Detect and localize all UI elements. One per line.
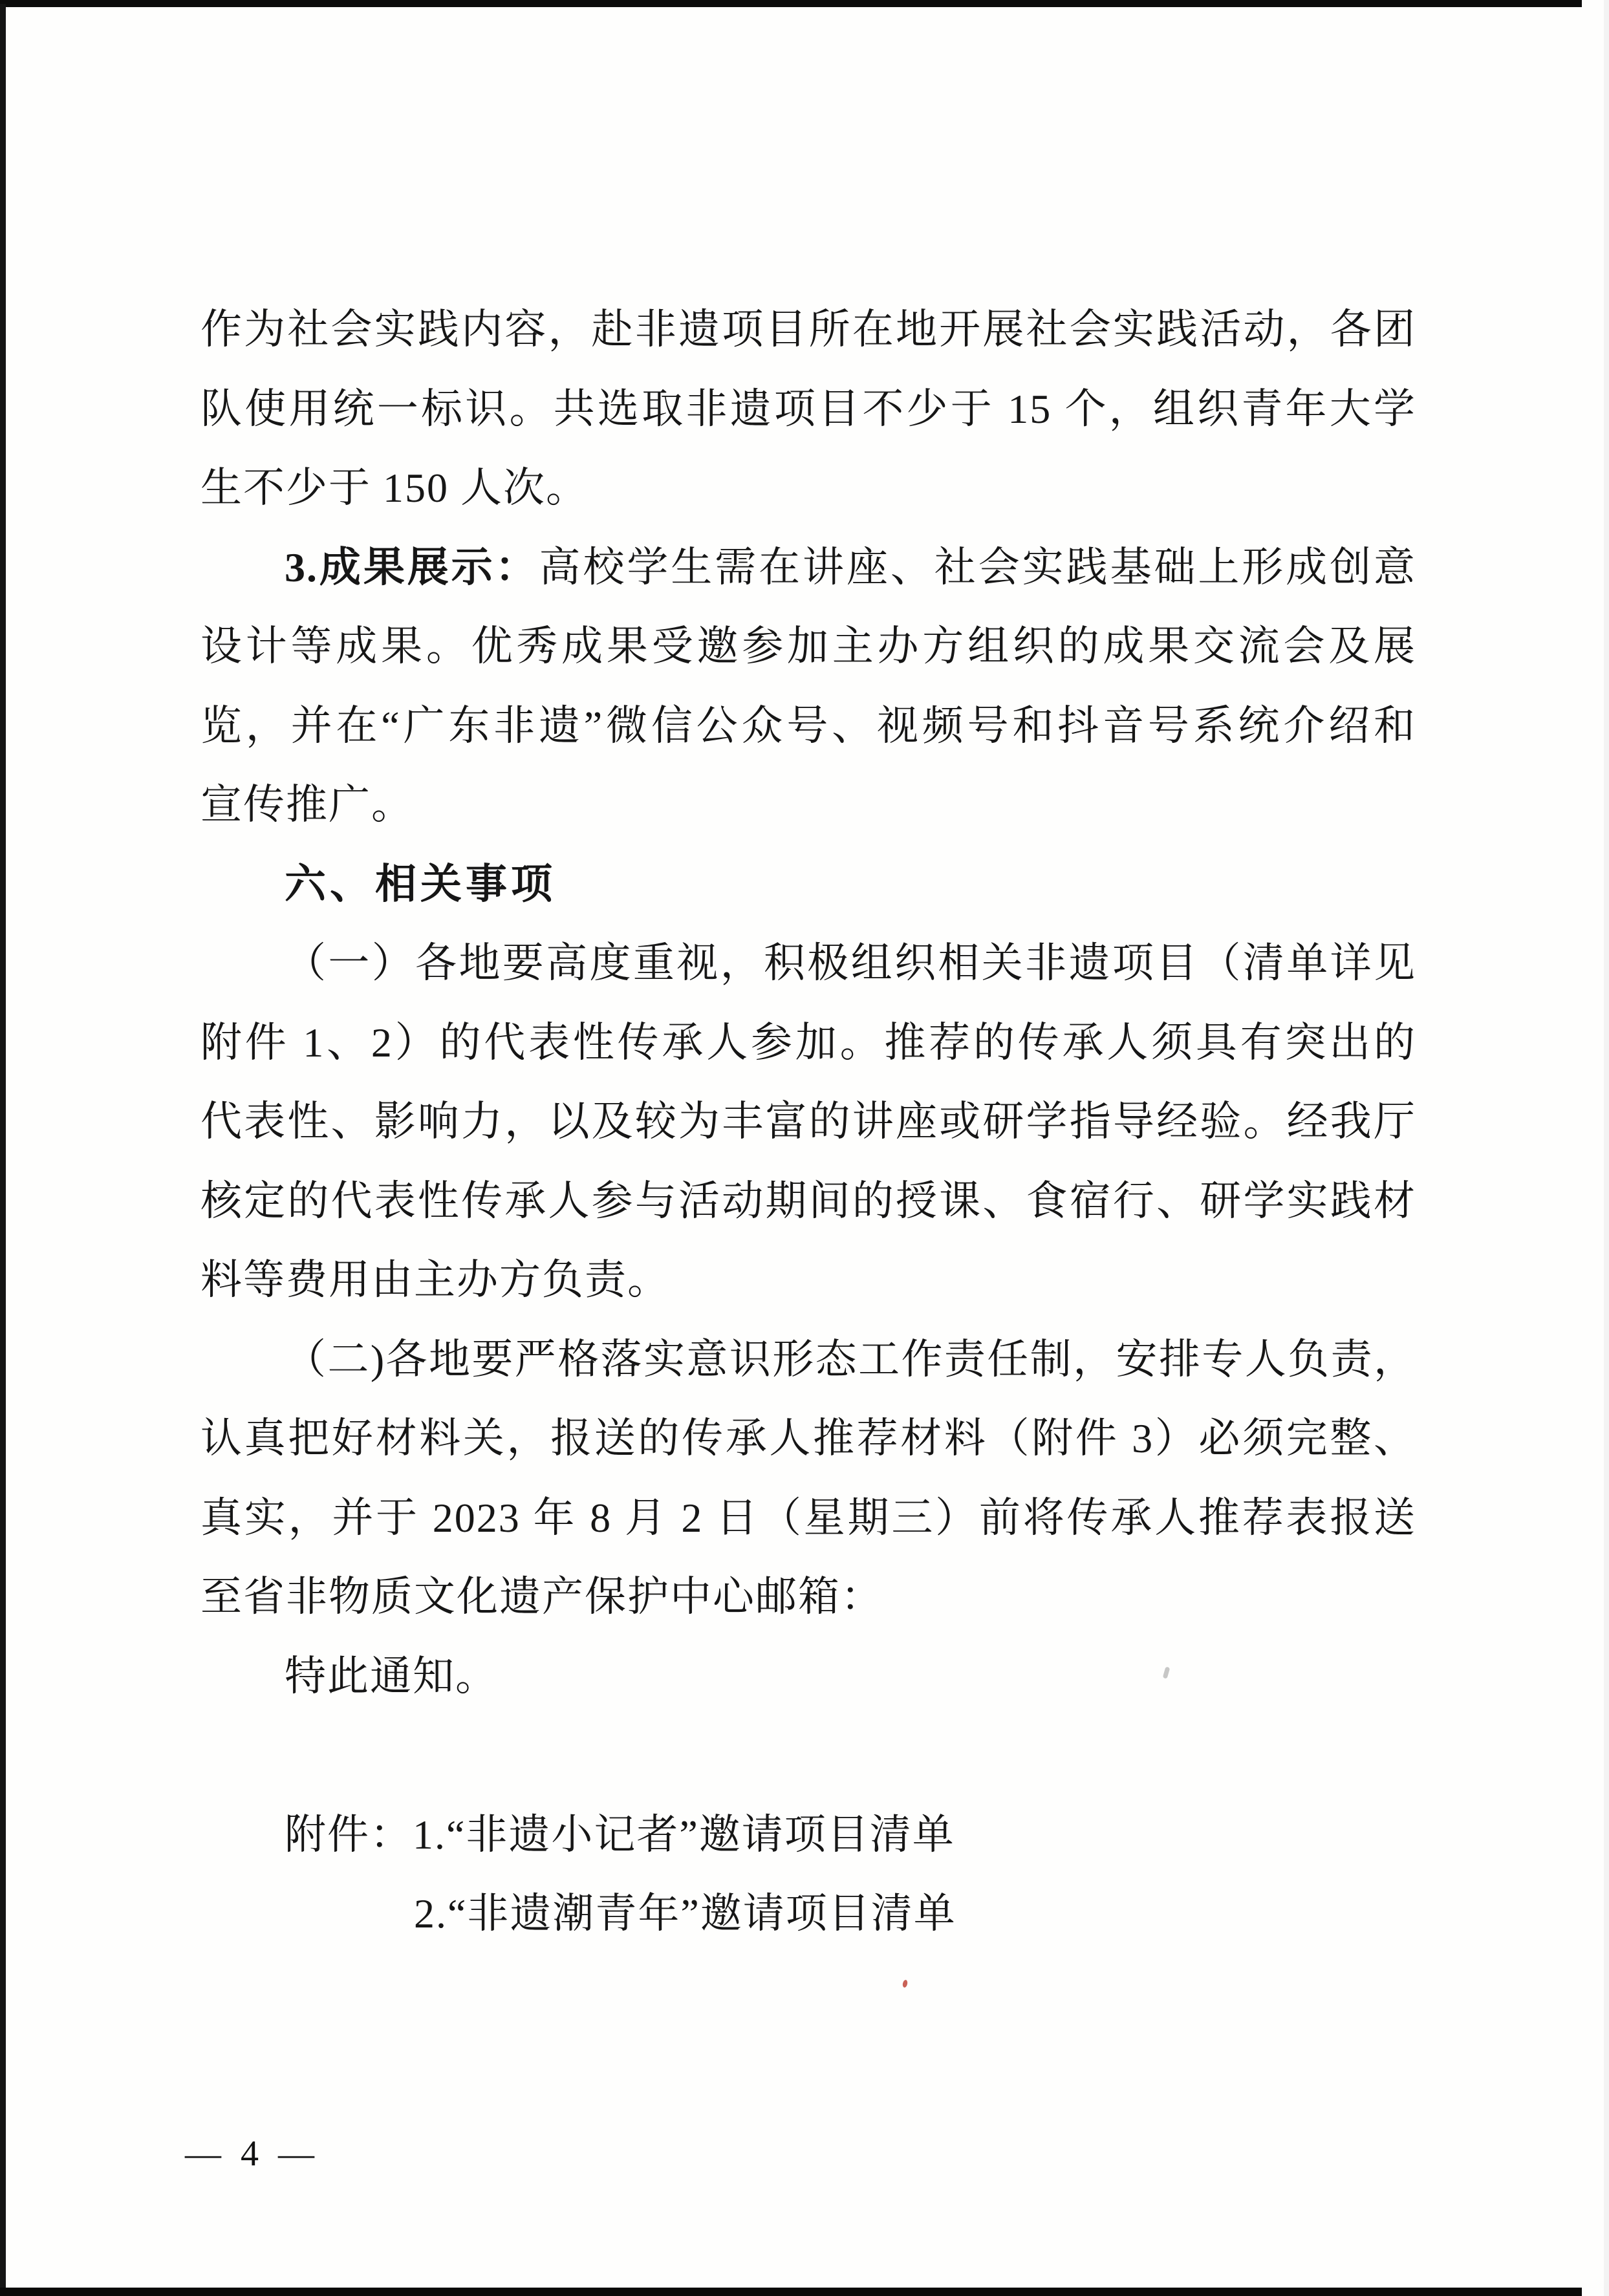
text-line: 料等费用由主办方负责。 [200,1257,670,1303]
text-line: 作为社会实践内容，赴非遗项目所在地开展社会实践活动，各团 [200,306,1416,352]
scan-edge-bottom [0,2288,1582,2296]
text-line: 生不少于 150 人次。 [200,465,589,511]
text-line: 宣传推广。 [200,782,414,828]
document-body [200,290,1416,1954]
text-line: 认真把好材料关，报送的传承人推荐材料（附件 3）必须完整、 [200,1415,1416,1461]
scan-edge-left [0,4,6,2289]
text-line [200,528,1416,608]
blank-line [200,1716,1416,1796]
attachment-line: 附件：1.“非遗小记者”邀请项目清单 [285,1811,955,1858]
text-line: 代表性、影响力，以及较为丰富的讲座或研学指导经验。经我厅 [200,1099,1416,1144]
text-line: 设计等成果。优秀成果受邀参加主办方组织的成果交流会及展 [200,623,1416,669]
text-line: 真实，并于 2023 年 8 月 2 日（星期三）前将传承人推荐表报送 [200,1494,1416,1541]
text-line: （二)各地要严格落实意识形态工作责任制，安排专人负责， [285,1336,1416,1382]
attachment-line: 2.“非遗潮青年”邀请项目清单 [414,1891,956,1937]
text-line: （一）各地要高度重视，积极组织相关非遗项目（清单详见 [285,940,1416,986]
scan-edge-right [1604,0,1609,2296]
section-heading: 六、相关事项 [285,861,556,907]
closing-line: 特此通知。 [285,1653,498,1699]
page-number: — 4 — [185,2134,319,2174]
scan-speck-red [902,1979,908,1988]
text-line: 览，并在“广东非遗”微信公众号、视频号和抖音号系统介绍和 [200,702,1416,749]
text-line: 至省非物质文化遗产保护中心邮箱： [200,1574,883,1620]
text-line-rest: 高校学生需在讲座、社会实践基础上形成创意 [539,544,1417,590]
text-line: 附件 1、2）的代表性传承人参加。推荐的传承人须具有突出的 [200,1019,1416,1066]
text-line: 队使用统一标识。共选取非遗项目不少于 15 个，组织青年大学 [200,385,1416,432]
scan-edge-top [0,0,1582,7]
list-item-label: 3.成果展示： [285,544,539,590]
text-line: 核定的代表性传承人参与活动期间的授课、食宿行、研学实践材 [200,1177,1416,1224]
